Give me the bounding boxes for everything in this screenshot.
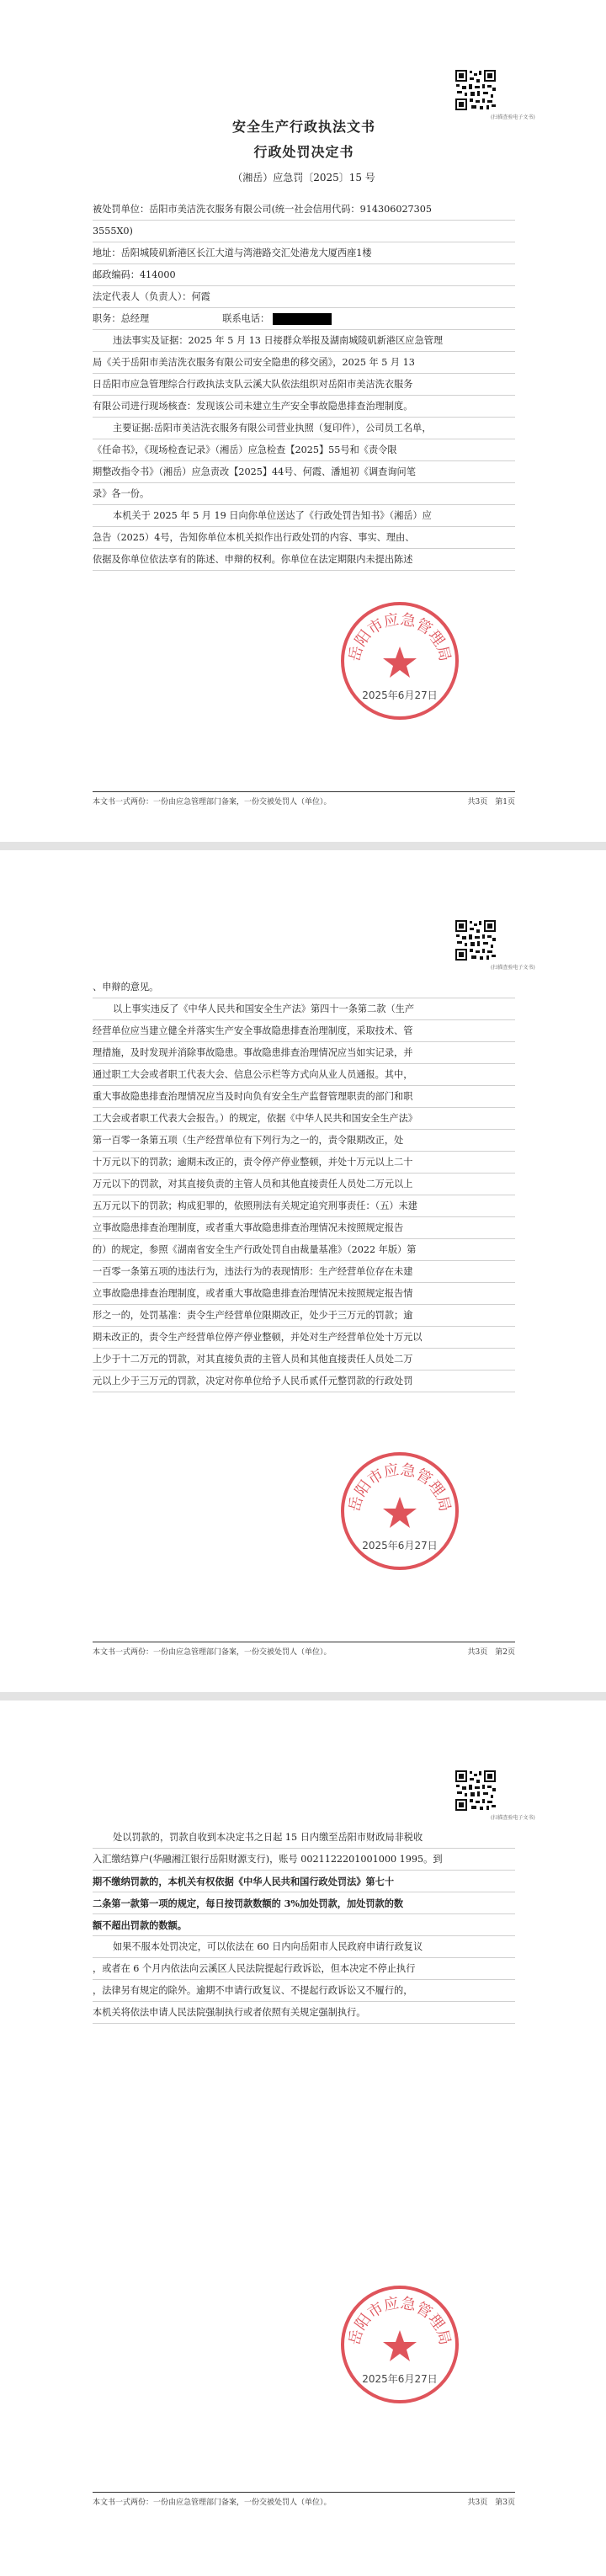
- text-line: 以上事实违反了《中华人民共和国安全生产法》第四十一条第二款（生产: [93, 998, 515, 1020]
- text-line: 3555X0): [93, 221, 515, 242]
- text-line: 、申辩的意见。: [93, 977, 515, 998]
- text-line: 经营单位应当建立健全并落实生产安全事故隐患排查治理制度，采取技术、管: [93, 1020, 515, 1042]
- text-line: 元以上少于三万元的罚款，决定对你单位给予人民币贰仟元整罚款的行政处罚: [93, 1370, 515, 1392]
- text-line: 地址：岳阳城陵矶新港区长江大道与湾港路交汇处港龙大厦西座1楼: [93, 242, 515, 264]
- page-3-body: [93, 1827, 515, 2024]
- text-line: 录》各一份。: [93, 483, 515, 505]
- text-line: 的）的规定，参照《湖南省安全生产行政处罚自由裁量基准》（2022 年版）第: [93, 1239, 515, 1261]
- text-line: 第一百零一条第五项（生产经营单位有下列行为之一的，责令限期改正，处: [93, 1130, 515, 1152]
- official-seal: [337, 1448, 463, 1574]
- text-line: ，法律另有规定的除外。逾期不申请行政复议、不提起行政诉讼又不履行的，: [93, 1980, 515, 2002]
- qr-caption: (扫描查验电子文书): [491, 965, 535, 971]
- text-line: 一百零一条第五项的违法行为，违法行为的表现情形：生产经营单位存在未建: [93, 1261, 515, 1283]
- page-separator: [0, 1692, 606, 1700]
- qr-code-icon: [454, 1770, 497, 1812]
- page-separator: [0, 842, 606, 850]
- text-line: 有限公司进行现场核查：发现该公司未建立生产安全事故隐患排查治理制度。: [93, 396, 515, 418]
- page-footer: [93, 791, 515, 806]
- page-2-body: [93, 977, 515, 1392]
- text-line: 期不缴纳罚款的，本机关有权依据《中华人民共和国行政处罚法》第七十: [93, 1871, 515, 1892]
- page-footer: [93, 2492, 515, 2507]
- document-subtitle: 行政处罚决定书: [253, 144, 354, 160]
- text-line: 万元以下的罚款，对其直接负责的主管人员和其他直接责任人员处二万元以上: [93, 1174, 515, 1195]
- qr-code-icon: [454, 919, 497, 961]
- text-line: ，或者在 6 个月内依法向云溪区人民法院提起行政诉讼，但本决定不停止执行: [93, 1958, 515, 1980]
- text-line: 通过职工大会或者职工代表大会、信息公示栏等方式向从业人员通报。其中，: [93, 1064, 515, 1086]
- text-line: 五万元以下的罚款；构成犯罪的，依照刑法有关规定追究刑事责任：（五）未建: [93, 1195, 515, 1217]
- text-line: 日岳阳市应急管理综合行政执法支队云溪大队依法组织对岳阳市美洁洗衣服务: [93, 374, 515, 396]
- seal-text: 岳阳市应急管理局: [345, 610, 454, 663]
- footer-text: 本文书一式两份：一份由应急管理部门备案，一份交被处罚人（单位）。: [93, 798, 332, 806]
- seal-text: 岳阳市应急管理局: [345, 1461, 454, 1514]
- text-line: 被处罚单位：岳阳市美洁洗衣服务有限公司(统一社会信用代码：914306027305: [93, 199, 515, 221]
- text-line: 如果不服本处罚决定，可以依法在 60 日内向岳阳市人民政府申请行政复议: [93, 1936, 515, 1958]
- seal-date: 2025年6月27日: [362, 689, 438, 701]
- text-line: 形之一的，处罚基准：责令生产经营单位限期改正，处少于三万元的罚款；逾: [93, 1305, 515, 1327]
- redacted-phone: [273, 313, 332, 325]
- document-page-2: [0, 850, 606, 1692]
- footer-text: 本文书一式两份：一份由应急管理部门备案，一份交被处罚人（单位）。: [93, 2499, 332, 2507]
- official-seal: [337, 598, 463, 724]
- footer-text: 本文书一式两份：一份由应急管理部门备案，一份交被处罚人（单位）。: [93, 1648, 332, 1657]
- qr-code-icon: [454, 69, 497, 111]
- position-line: [93, 308, 515, 330]
- text-line: 立事故隐患排查治理制度，或者重大事故隐患排查治理情况未按照规定报告情: [93, 1283, 515, 1305]
- text-line: 工大会或者职工代表大会报告。）的规定，依据《中华人民共和国安全生产法》: [93, 1108, 515, 1130]
- text-line: 二条第一款第一项的规定，每日按罚款数额的 3%加处罚款，加处罚款的数: [93, 1892, 515, 1914]
- official-seal: [337, 2281, 463, 2408]
- text-line: 急告（2025）4号，告知你单位本机关拟作出行政处罚的内容、事实、理由、: [93, 527, 515, 549]
- page-number: 共3页 第3页: [467, 2499, 515, 2507]
- text-line: 邮政编码：414000: [93, 264, 515, 286]
- text-line: 期整改指令书》（湘岳）应急责改【2025】44号、何霞、潘旭初《调查询问笔: [93, 461, 515, 483]
- text-line: 理措施，及时发现并消除事故隐患。事故隐患排查治理情况应当如实记录，并: [93, 1042, 515, 1064]
- text-line: 法定代表人（负责人）：何霞: [93, 286, 515, 308]
- text-line: 重大事故隐患排查治理情况应当及时向负有安全生产监督管理职责的部门和职: [93, 1086, 515, 1108]
- document-number: （湘岳）应急罚〔2025〕15 号: [232, 172, 375, 184]
- seal-date: 2025年6月27日: [362, 2373, 438, 2385]
- text-line: 违法事实及证据：2025 年 5 月 13 日接群众举报及湖南城陵矶新港区应急管理: [93, 330, 515, 352]
- page-footer: [93, 1642, 515, 1657]
- qr-caption: (扫描查验电子文书): [491, 1815, 535, 1821]
- text-line: 主要证据:岳阳市美洁洗衣服务有限公司营业执照（复印件），公司员工名单，: [93, 418, 515, 439]
- text-line: 入汇缴结算户(华融湘江银行岳阳财源支行)，账号 0021122201001000 1995。到: [93, 1849, 515, 1871]
- text-line: 《任命书》，《现场检查记录》（湘岳）应急检查【2025】55号和《责令限: [93, 439, 515, 461]
- text-line: 局《关于岳阳市美洁洗衣服务有限公司安全隐患的移交函》，2025 年 5 月 13: [93, 352, 515, 374]
- seal-date: 2025年6月27日: [362, 1540, 438, 1551]
- text-line: 额不超出罚款的数额。: [93, 1914, 515, 1936]
- page-number: 共3页 第2页: [467, 1648, 515, 1657]
- text-line: 本机关于 2025 年 5 月 19 日向你单位送达了《行政处罚告知书》（湘岳）应: [93, 505, 515, 527]
- qr-caption: (扫描查验电子文书): [491, 114, 535, 120]
- page-number: 共3页 第1页: [467, 798, 515, 806]
- text-line: 期未改正的，责令生产经营单位停产停业整顿，并处对生产经营单位处十万元以: [93, 1327, 515, 1349]
- text-line: 上少于十二万元的罚款，对其直接负责的主管人员和其他直接责任人员处二万: [93, 1349, 515, 1370]
- seal-text: 岳阳市应急管理局: [345, 2294, 454, 2347]
- document-page-1: [0, 0, 606, 842]
- phone-label: 联系电话：: [222, 313, 270, 324]
- text-line: 立事故隐患排查治理制度，或者重大事故隐患排查治理情况未按照规定报告: [93, 1217, 515, 1239]
- text-line: 处以罚款的，罚款自收到本决定书之日起 15 日内缴至岳阳市财政局非税收: [93, 1827, 515, 1849]
- document-title: 安全生产行政执法文书: [231, 119, 375, 135]
- text-line: 十万元以下的罚款；逾期未改正的，责令停产停业整顿，并处十万元以上二十: [93, 1152, 515, 1174]
- document-page-3: [0, 1700, 606, 2542]
- text-line: 依据及你单位依法享有的陈述、申辩的权利。你单位在法定期限内未提出陈述: [93, 549, 515, 571]
- position-text: 职务：总经理: [93, 313, 150, 324]
- text-line: 本机关将依法申请人民法院强制执行或者依照有关规定强制执行。: [93, 2002, 515, 2024]
- page-1-body: [93, 199, 515, 571]
